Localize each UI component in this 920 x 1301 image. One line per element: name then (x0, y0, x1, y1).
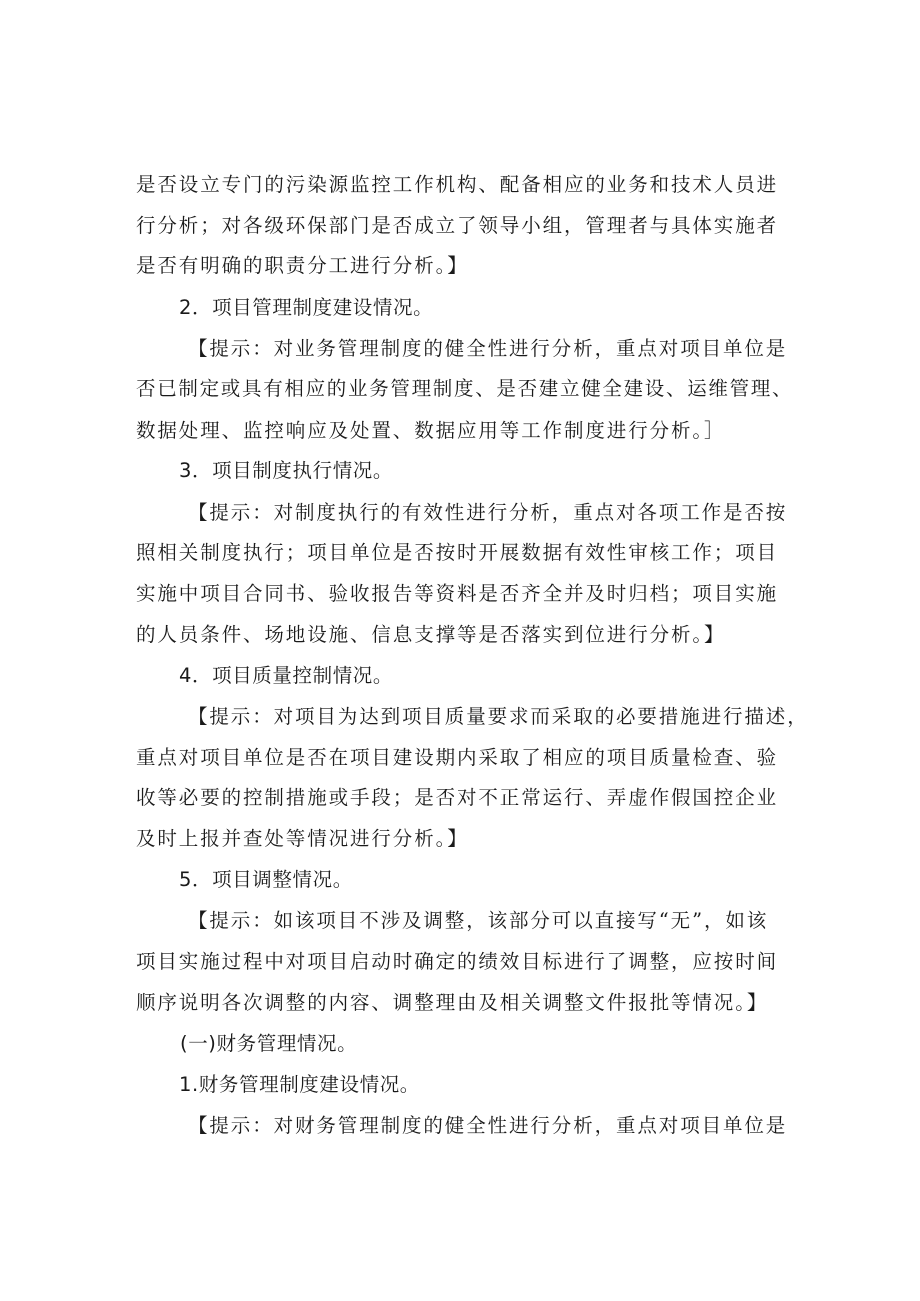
hint-line: 【提示：对制度执行的有效性进行分析，重点对各项工作是否按 (188, 501, 788, 524)
subsection-heading-1: 1.财务管理制度建设情况。 (179, 1073, 420, 1096)
hint-line: 实施中项目合同书、验收报告等资料是否齐全并及时归档；项目实施 (136, 582, 779, 605)
section-heading-3: 3．项目制度执行情况。 (179, 459, 394, 482)
hint-line: 数据处理、监控响应及处置、数据应用等工作制度进行分析。］ (136, 419, 726, 442)
section-heading-4: 4．项目质量控制情况。 (179, 664, 394, 687)
hint-line: 收等必要的控制措施或手段；是否对不正常运行、弄虚作假国控企业 (136, 786, 779, 809)
hint-line: 项目实施过程中对项目启动时确定的绩效目标进行了调整，应按时间 (136, 950, 779, 973)
hint-line: 及时上报并查处等情况进行分析。】 (136, 827, 469, 850)
hint-line: 重点对项目单位是否在项目建设期内采取了相应的项目质量检查、验 (136, 746, 779, 769)
hint-line: 照相关制度执行；项目单位是否按时开展数据有效性审核工作；项目 (136, 541, 779, 564)
hint-line: 的人员条件、场地设施、信息支撑等是否落实到位进行分析。】 (136, 623, 726, 646)
hint-line: 否已制定或具有相应的业务管理制度、是否建立健全建设、运维管理、 (136, 377, 794, 400)
hint-line: 【提示：对项目为达到项目质量要求而采取的必要措施进行描述， (188, 705, 809, 728)
section-heading-5: 5．项目调整情况。 (179, 868, 353, 891)
section-heading-finance: (一)财务管理情况。 (180, 1032, 358, 1055)
body-line: 是否设立专门的污染源监控工作机构、配备相应的业务和技术人员进 (136, 173, 779, 196)
body-line: 行分析；对各级环保部门是否成立了领导小组，管理者与具体实施者 (136, 214, 779, 237)
hint-line: 【提示：对财务管理制度的健全性进行分析，重点对项目单位是 (188, 1114, 788, 1137)
hint-line: 【提示：对业务管理制度的健全性进行分析，重点对项目单位是 (188, 337, 788, 360)
section-heading-2: 2．项目管理制度建设情况。 (179, 296, 434, 319)
hint-line: 【提示：如该项目不涉及调整，该部分可以直接写“无”，如该 (188, 909, 769, 932)
body-line: 是否有明确的职责分工进行分析。】 (136, 254, 469, 277)
hint-line: 顺序说明各次调整的内容、调整理由及相关调整文件报批等情况。】 (136, 991, 769, 1014)
